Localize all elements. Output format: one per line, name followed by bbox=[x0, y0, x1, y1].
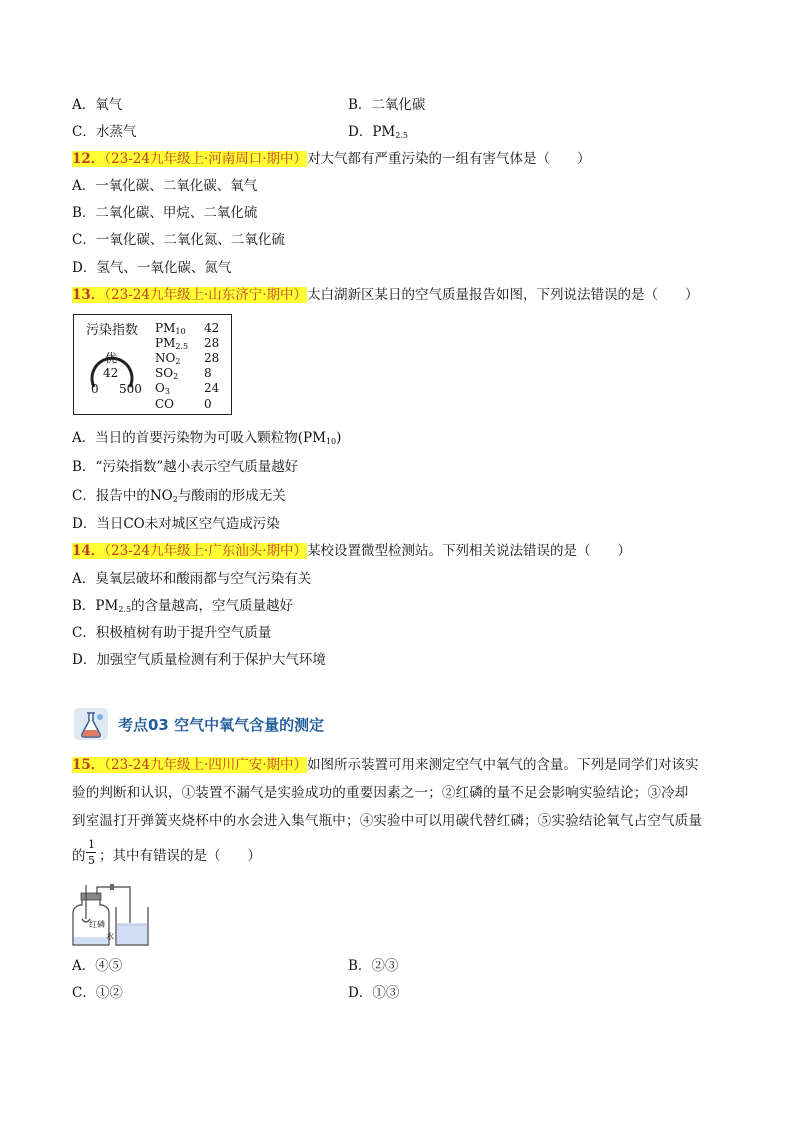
q12-option-a: A．一氧化碳、二氧化碳、氧气 bbox=[72, 178, 258, 194]
q14-option-b: B．$PM_{2.5}$的含量越高，空气质量越好 bbox=[72, 598, 294, 614]
q15-option-c: C．①② bbox=[72, 985, 123, 1001]
q13-option-b: B．“污染指数”越小表示空气质量越好 bbox=[72, 459, 299, 475]
pollutant-name: CO bbox=[155, 397, 175, 411]
q15-number: 15． bbox=[72, 757, 105, 773]
q12-option-d: D．氢气、一氧化碳、氮气 bbox=[72, 260, 232, 276]
flask-icon bbox=[73, 707, 109, 741]
report-level: 优 bbox=[105, 351, 118, 365]
fraction-denominator: 5 bbox=[88, 854, 95, 867]
q15-option-a: A．④⑤ bbox=[72, 958, 123, 974]
fraction-bar bbox=[86, 852, 96, 853]
q14-option-a: A．臭氧层破坏和酸雨都与空气污染有关 bbox=[72, 571, 312, 587]
q13-option-c: C．报告中的$NO_2$与酸雨的形成无关 bbox=[72, 488, 286, 504]
pollutant-value: 42 bbox=[204, 321, 220, 335]
q14-source: （23-24九年级上·广东汕头·期中） bbox=[104, 543, 308, 559]
pollutant-name: $NO_2$ bbox=[155, 351, 181, 366]
air-quality-report bbox=[73, 314, 232, 415]
report-scale-max: 500 bbox=[119, 382, 142, 396]
q13-source: （23-24九年级上·山东济宁·期中） bbox=[104, 287, 308, 303]
pollutant-value: 8 bbox=[204, 366, 212, 380]
pollutant-name: $SO_2$ bbox=[155, 366, 179, 381]
q15-source: （23-24九年级上·四川广安·期中） bbox=[104, 757, 308, 773]
fraction-numerator: 1 bbox=[88, 838, 95, 851]
q12-number: 12． bbox=[72, 151, 105, 167]
pollutant-value: 24 bbox=[204, 381, 220, 395]
q14-number: 14． bbox=[72, 543, 105, 559]
pollutant-value: 0 bbox=[204, 397, 212, 411]
q15-option-b: B．②③ bbox=[348, 958, 399, 974]
pollutant-name: $O_3$ bbox=[155, 381, 170, 396]
report-index: 42 bbox=[103, 366, 119, 380]
q13-number: 13． bbox=[72, 287, 105, 303]
q15-stem-line4-post: ；其中有错误的是（ ） bbox=[99, 848, 261, 864]
apparatus-label-phosphorus: 红磷 bbox=[89, 920, 105, 929]
q12-source: （23-24九年级上·河南周口·期中） bbox=[104, 151, 308, 167]
q12-option-b: B．二氧化碳、甲烷、二氧化硫 bbox=[72, 205, 258, 221]
apparatus-label-water: 水 bbox=[106, 932, 114, 941]
pollutant-value: 28 bbox=[204, 351, 220, 365]
q14-option-d: D．加强空气质量检测有利于保护大气环境 bbox=[72, 652, 326, 668]
q11-option-a: A．氧气 bbox=[72, 97, 123, 113]
section-title: 考点03 空气中氧气含量的测定 bbox=[118, 716, 325, 734]
pollutant-value: 28 bbox=[204, 336, 220, 350]
q12-option-c: C．一氧化碳、二氧化氮、二氧化硫 bbox=[72, 232, 285, 248]
pollutant-name: $PM_{10}$ bbox=[155, 321, 186, 336]
q11-option-b: B．二氧化碳 bbox=[348, 97, 426, 113]
q15-stem-line4-pre: 的 bbox=[72, 848, 86, 864]
q11-option-d: D．$PM_{2.5}$ bbox=[348, 124, 408, 140]
q15-option-d: D．①③ bbox=[348, 985, 400, 1001]
q15-stem-line3: 到室温打开弹簧夹烧杯中的水会进入集气瓶中；④实验中可以用碳代替红磷；⑤实验结论氧气占空气质量 bbox=[72, 813, 703, 829]
report-scale-min: 0 bbox=[91, 382, 99, 396]
q15-stem-line1: 15．（23-24九年级上·四川广安·期中）如图所示装置可用来测定空气中氧气的含量。下列是同学们对该实 bbox=[72, 757, 699, 773]
q13-stem: 13．（23-24九年级上·山东济宁·期中）太白湖新区某日的空气质量报告如图，下列说法错误的是（ ） bbox=[72, 287, 699, 303]
q12-stem: 12．（23-24九年级上·河南周口·期中）对大气都有严重污染的一组有害气体是（ ） bbox=[72, 151, 591, 167]
q13-option-a: A．当日的首要污染物为可吸入颗粒物$(PM_{10})$ bbox=[72, 430, 342, 446]
q14-stem: 14．（23-24九年级上·广东汕头·期中）某校设置微型检测站。下列相关说法错误的是（ ） bbox=[72, 543, 632, 559]
q15-stem-line2: 验的判断和认识，①装置不漏气是实验成功的重要因素之一；②红磷的量不足会影响实验结论；③冷却 bbox=[72, 785, 689, 801]
report-title: 污染指数 bbox=[86, 323, 139, 338]
q13-option-d: D．当日CO未对城区空气造成污染 bbox=[72, 516, 280, 532]
pollutant-name: $PM_{2.5}$ bbox=[155, 336, 189, 351]
q14-option-c: C．积极植树有助于提升空气质量 bbox=[72, 625, 272, 641]
q11-option-c: C．水蒸气 bbox=[72, 124, 137, 140]
